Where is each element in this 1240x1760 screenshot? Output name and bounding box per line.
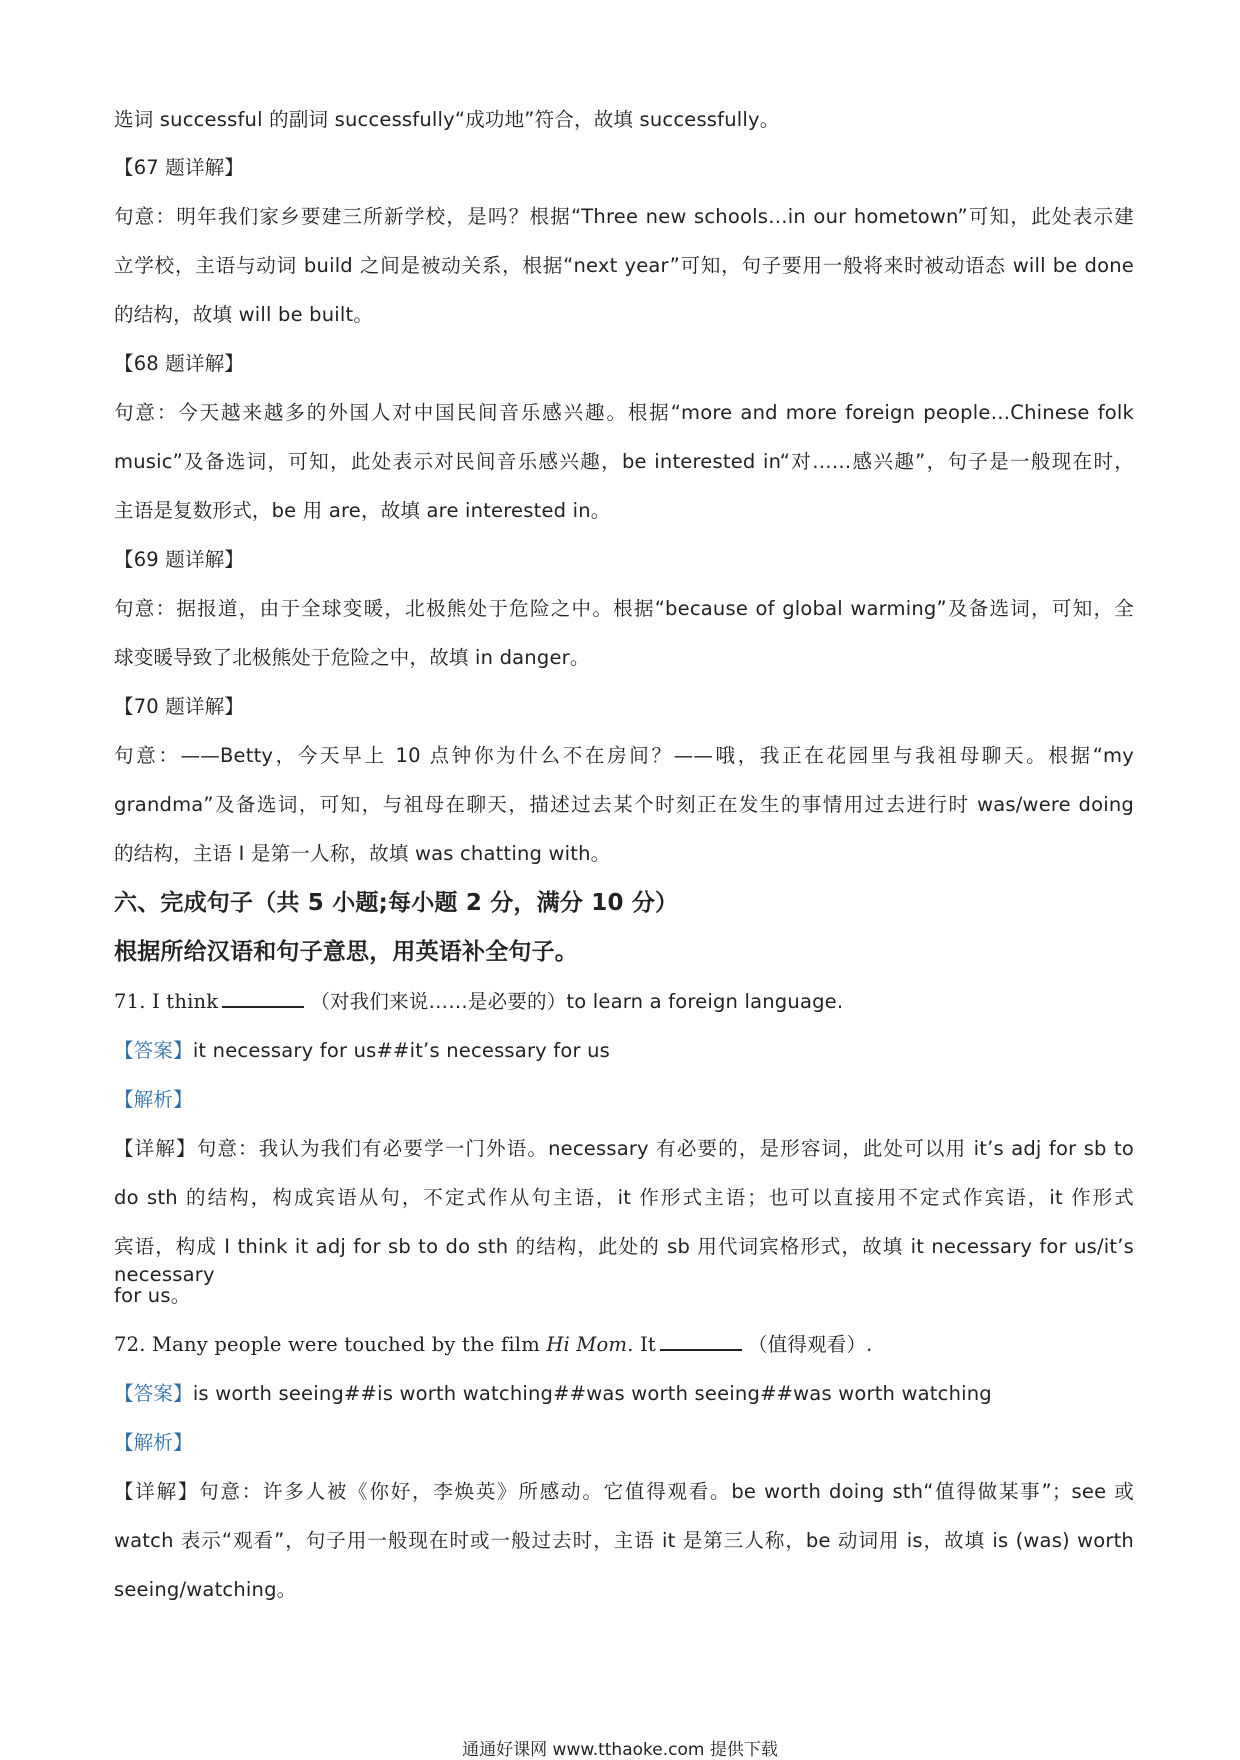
text-line: do sth 的结构，构成宾语从句，不定式作从句主语，it 作形式主语；也可以直接用不定式作宾语，it 作形式 [114,1186,1134,1209]
question-72-hint: （值得观看）. [747,1333,873,1356]
question-72-prefix: 72. Many people were touched by the film [114,1333,547,1356]
text-line: 的结构，主语 I 是第一人称，故填 was chatting with。 [114,842,611,865]
text-line: music”及备选词，可知，此处表示对民间音乐感兴趣，be interested in“对……感兴趣”，句子是一般现在时， [114,450,1134,473]
text-line: 的结构，故填 will be built。 [114,303,374,326]
question-72 [114,1331,1134,1359]
text-line: 主语是复数形式，be 用 are，故填 are interested in。 [114,499,611,522]
answer-tag: 【答案】 [114,1039,193,1062]
answer-72 [114,1380,1134,1408]
text-line: 选词 successful 的副词 successfully“成功地”符合，故填 successfully。 [114,108,780,131]
page-footer: 通通好课网 www.tthaoke.com 提供下载 [462,1740,778,1760]
section-heading-69: 【69 题详解】 [114,548,245,571]
text-line: 句意：据报道，由于全球变暖，北极熊处于危险之中。根据“because of global warming”及备选词，可知，全 [114,597,1134,620]
analysis-tag: 【解析】 [114,1431,193,1454]
detail-71-text: 句意：我认为我们有必要学一门外语。necessary 有必要的，是形容词，此处可以用 it’s adj for sb to [196,1137,1134,1160]
detail-tag: 【详解】 [114,1137,197,1160]
answer-71-text: it necessary for us##it’s necessary for us [192,1039,611,1062]
detail-72 [114,1478,1134,1506]
answer-71 [114,1037,1134,1065]
text-line: 立学校，主语与动词 build 之间是被动关系，根据“next year”可知，句子要用一般将来时被动语态 will be done [114,254,1134,277]
detail-72-text: 句意：许多人被《你好，李焕英》所感动。它值得观看。be worth doing sth“值得做某事”；see 或 [199,1480,1134,1503]
text-line: 句意：明年我们家乡要建三所新学校，是吗？根据“Three new schools…in our hometown”可知，此处表示建 [114,205,1134,228]
question-71-prefix: 71. I think [114,990,219,1013]
text-line: 球变暖导致了北极熊处于危险之中，故填 in danger。 [114,646,590,669]
question-71 [114,988,1134,1016]
answer-blank [222,990,304,1008]
part-title: 六、完成句子（共 5 小题;每小题 2 分，满分 10 分） [114,890,679,916]
part-instruction: 根据所给汉语和句子意思，用英语补全句子。 [114,939,578,965]
section-heading-68: 【68 题详解】 [114,352,245,375]
detail-tag: 【详解】 [114,1480,200,1503]
section-heading-70: 【70 题详解】 [114,695,245,718]
analysis-tag: 【解析】 [114,1088,193,1111]
section-heading-67: 【67 题详解】 [114,156,245,179]
text-line: watch 表示“观看”，句子用一般现在时或一般过去时，主语 it 是第三人称，be 动词用 is，故填 is (was) worth [114,1529,1134,1552]
text-line: for us。 [114,1284,191,1307]
text-line: seeing/watching。 [114,1578,297,1601]
text-line: grandma”及备选词，可知，与祖母在聊天，描述过去某个时刻正在发生的事情用过去进行时 was/were doing [114,793,1134,816]
detail-71 [114,1135,1134,1163]
question-71-hint: （对我们来说……是必要的）to learn a foreign language. [310,990,844,1013]
answer-blank [660,1333,742,1351]
question-72-mid: . It [627,1333,656,1356]
answer-72-text: is worth seeing##is worth watching##was worth seeing##was worth watching [192,1382,992,1405]
text-line: 句意：今天越来越多的外国人对中国民间音乐感兴趣。根据“more and more foreign people…Chinese folk [114,401,1134,424]
text-line: 句意：——Betty，今天早上 10 点钟你为什么不在房间？——哦，我正在花园里与我祖母聊天。根据“my [114,744,1134,767]
film-title: Hi Mom [546,1333,628,1356]
answer-tag: 【答案】 [114,1382,193,1405]
text-line: 宾语，构成 I think it adj for sb to do sth 的结构，此处的 sb 用代词宾格形式，故填 it necessary for us/it’s necessary [114,1235,1134,1286]
